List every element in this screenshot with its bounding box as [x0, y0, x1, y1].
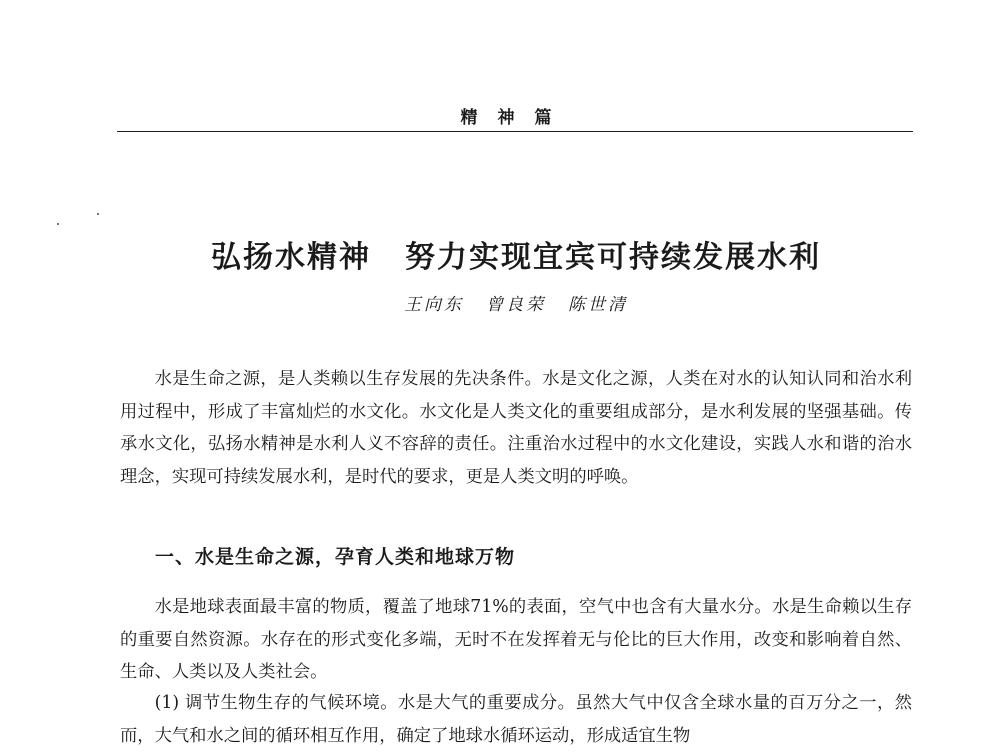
author-name: 曾良荣 [486, 295, 546, 315]
author-list [120, 290, 912, 315]
header-rule [117, 131, 913, 132]
article-title [120, 232, 912, 276]
running-head: 精神篇 [460, 108, 572, 128]
title-part-1: 弘扬水精神 [211, 240, 371, 276]
author-name: 王向东 [404, 295, 464, 315]
section-heading: 一、水是生命之源，孕育人类和地球万物 [155, 546, 516, 568]
body-paragraph: 水是地球表面最丰富的物质，覆盖了地球71%的表面，空气中也含有大量水分。水是生命赖以生存的重要自然资源。水存在的形式变化多端，无时不在发挥着无与伦比的巨大作用，改变和影响着自然、生命、人类以及人类社会。 [120, 597, 912, 682]
intro-paragraph: 水是生命之源，是人类赖以生存发展的先决条件。水是文化之源，人类在对水的认知认同和治水利用过程中，形成了丰富灿烂的水文化。水文化是人类文化的重要组成部分，是水利发展的坚强基础。传承水文化，弘扬水精神是水利人义不容辞的责任。注重治水过程中的水文化建设，实践人水和谐的治水理念，实现可持续发展水利，是时代的要求，更是人类文明的呼唤。 [120, 369, 912, 487]
scan-speck [57, 223, 59, 225]
scan-speck [97, 213, 99, 215]
title-part-2: 努力实现宜宾可持续发展水利 [405, 240, 821, 276]
author-name: 陈世清 [568, 295, 628, 315]
body-paragraph: (1) 调节生物生存的气候环境。水是大气的重要成分。虽然大气中仅含全球水量的百万分之一，然而，大气和水之间的循环相互作用，确定了地球水循环运动，形成适宜生物 [120, 693, 912, 746]
